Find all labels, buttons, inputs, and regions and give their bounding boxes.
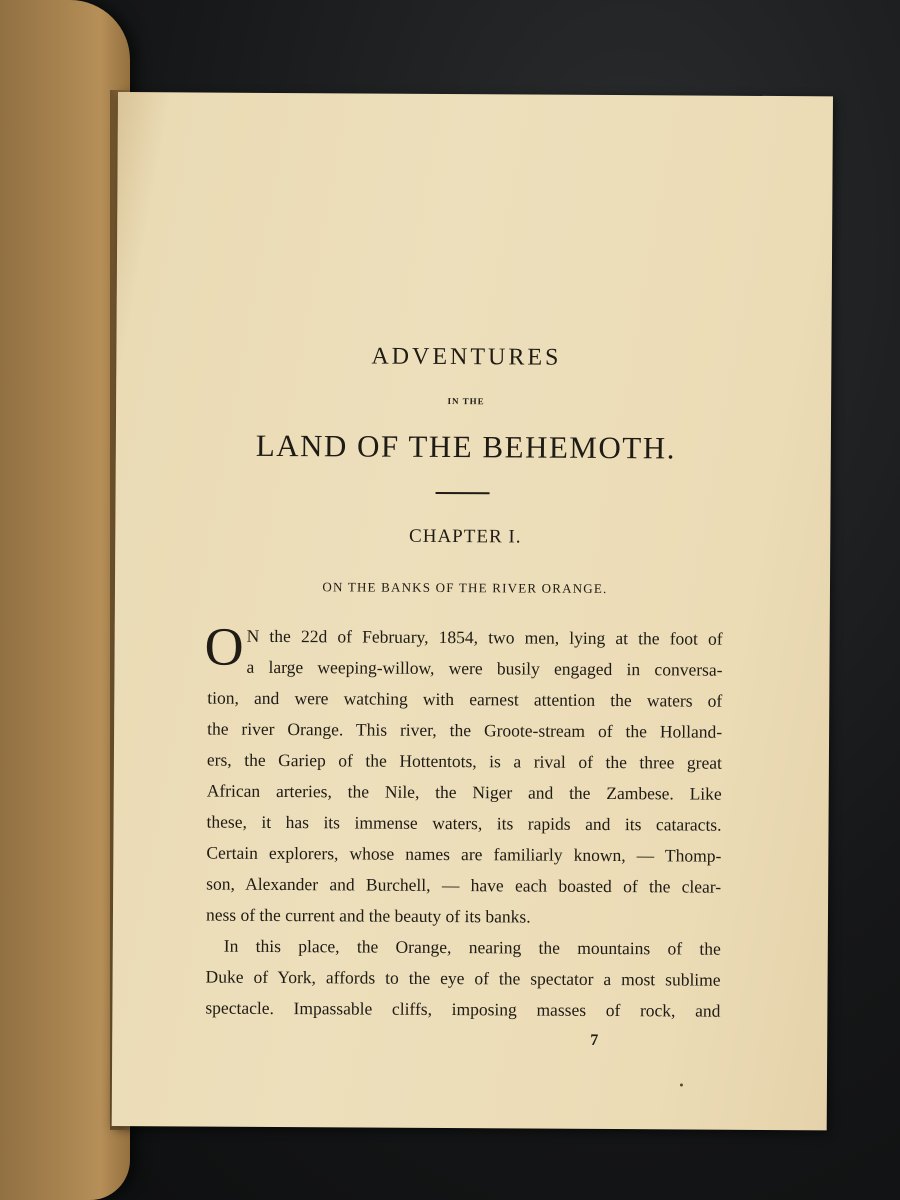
- book-title-adventures: ADVENTURES: [371, 343, 562, 371]
- text-line: Certain explorers, whose names are familiarly known, — Thomp-: [206, 842, 722, 866]
- chapter-heading: CHAPTER I.: [409, 525, 522, 548]
- drop-cap: O: [204, 616, 244, 677]
- page-content: [112, 92, 833, 1130]
- book-title-land: LAND OF THE BEHEMOTH.: [255, 427, 677, 466]
- chapter-subtitle: ON THE BANKS OF THE RIVER ORANGE.: [322, 579, 608, 596]
- title-rule: [436, 492, 490, 494]
- text-line: spectacle. Impassable cliffs, imposing masses of rock, and: [205, 997, 721, 1021]
- text-line: tion, and were watching with earnest attention the waters of: [207, 687, 723, 711]
- text-line: N the 22d of February, 1854, two men, lying at the foot of: [246, 625, 723, 649]
- text-line: son, Alexander and Burchell, — have each boasted of the clear-: [206, 873, 722, 897]
- text-line: a large weeping-willow, were busily engaged in conversa-: [246, 656, 723, 680]
- text-line: ers, the Gariep of the Hottentots, is a rival of the three great: [206, 749, 722, 773]
- paper-speck: [680, 1083, 683, 1086]
- text-line: the river Orange. This river, the Groote-stream of the Holland-: [207, 718, 723, 742]
- text-line: Duke of York, affords to the eye of the spectator a most sublime: [205, 966, 721, 990]
- text-line: ness of the current and the beauty of its banks.: [205, 904, 531, 927]
- page-number: 7: [590, 1031, 599, 1049]
- book-title-in-the: IN THE: [447, 396, 485, 407]
- text-line: these, it has its immense waters, its rapids and its cataracts.: [206, 811, 722, 835]
- book-page: [112, 92, 833, 1130]
- text-line: African arteries, the Nile, the Niger and the Zambese. Like: [206, 780, 722, 804]
- text-line: In this place, the Orange, nearing the mountains of the: [223, 935, 721, 959]
